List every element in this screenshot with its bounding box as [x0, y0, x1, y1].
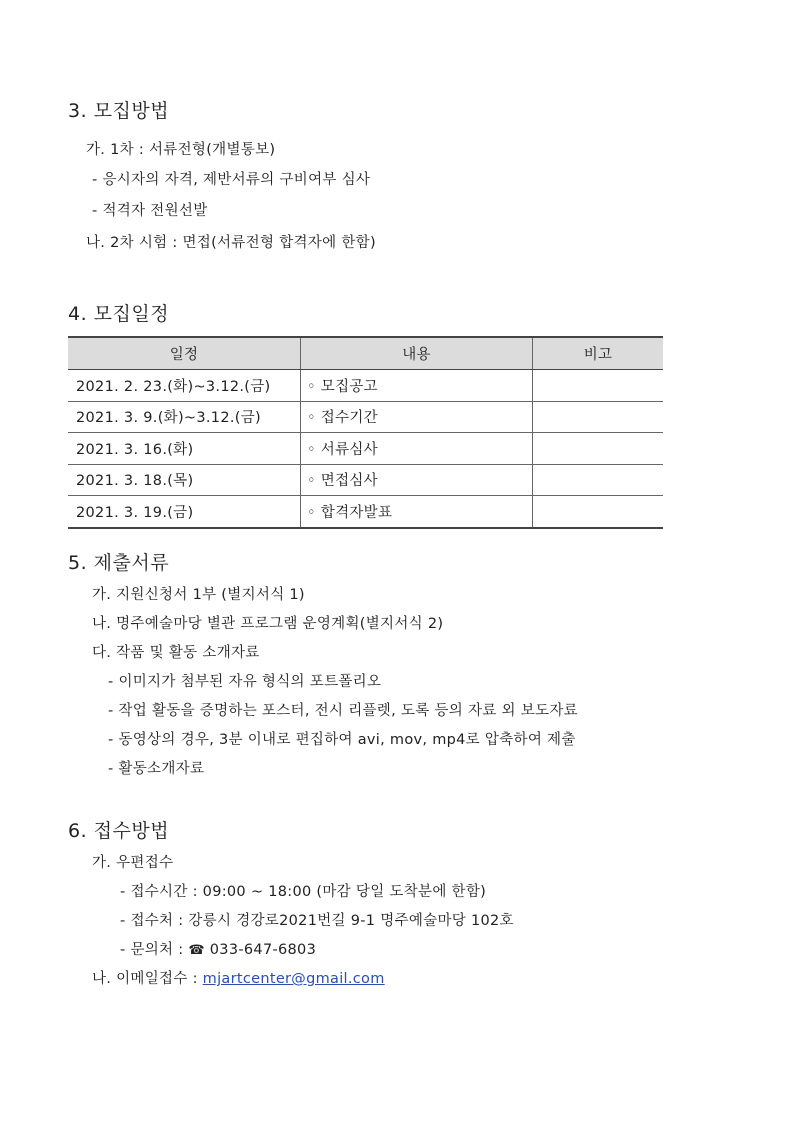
section-3-title: 3. 모집방법: [68, 100, 170, 122]
row-content: ◦ 면접심사: [301, 464, 533, 496]
row-date: 2021. 3. 9.(화)~3.12.(금): [68, 401, 301, 433]
table-header-row: [68, 337, 663, 370]
s5-line-4: - 이미지가 첨부된 자유 형식의 포트폴리오: [108, 674, 382, 690]
table-row: [68, 370, 663, 402]
row-note: [533, 464, 664, 496]
s6-line-5: [92, 967, 385, 988]
table-row: [68, 464, 663, 496]
row-content: ◦ 서류심사: [301, 433, 533, 465]
s3-line-3: - 적격자 전원선발: [92, 203, 208, 219]
s5-line-1: 가. 지원신청서 1부 (별지서식 1): [92, 587, 305, 603]
table-header-note: 비고: [533, 337, 664, 370]
s5-line-6: - 동영상의 경우, 3분 이내로 편집하여 avi, mov, mp4로 압축하여 제출: [108, 732, 576, 748]
row-date: 2021. 3. 16.(화): [68, 433, 301, 465]
s3-line-1: 가. 1차 : 서류전형(개별통보): [86, 142, 276, 158]
row-date: 2021. 3. 19.(금): [68, 496, 301, 528]
section-6-title: 6. 접수방법: [68, 820, 170, 842]
row-content: ◦ 접수기간: [301, 401, 533, 433]
row-date: 2021. 3. 18.(목): [68, 464, 301, 496]
s6-line-4: [120, 938, 316, 959]
row-date: 2021. 2. 23.(화)~3.12.(금): [68, 370, 301, 402]
section-5-title: 5. 제출서류: [68, 552, 170, 574]
row-note: [533, 370, 664, 402]
row-content: ◦ 모집공고: [301, 370, 533, 402]
row-note: [533, 433, 664, 465]
contact-phone: 033-647-6803: [204, 942, 317, 958]
section-4-title: 4. 모집일정: [68, 303, 170, 325]
contact-label: - 문의처 :: [120, 942, 189, 958]
s5-line-2: 나. 명주예술마당 별관 프로그램 운영계획(별지서식 2): [92, 616, 444, 632]
table-row: [68, 496, 663, 528]
table-row: [68, 401, 663, 433]
s3-line-4: 나. 2차 시험 : 면접(서류전형 합격자에 한함): [86, 235, 376, 251]
s6-line-1: 가. 우편접수: [92, 855, 174, 871]
s5-line-3: 다. 작품 및 활동 소개자료: [92, 645, 260, 661]
email-link[interactable]: mjartcenter@gmail.com: [202, 971, 385, 987]
phone-icon: ☎: [188, 943, 205, 958]
table-header-content: 내용: [301, 337, 533, 370]
row-note: [533, 496, 664, 528]
row-note: [533, 401, 664, 433]
s6-line-3: - 접수처 : 강릉시 경강로2021번길 9-1 명주예술마당 102호: [120, 913, 514, 929]
table-row: [68, 433, 663, 465]
s5-line-5: - 작업 활동을 증명하는 포스터, 전시 리플렛, 도록 등의 자료 외 보도자료: [108, 703, 578, 719]
row-content: ◦ 합격자발표: [301, 496, 533, 528]
s6-line-2: - 접수시간 : 09:00 ~ 18:00 (마감 당일 도착분에 한함): [120, 884, 487, 900]
schedule-table: [68, 336, 663, 529]
s3-line-2: - 응시자의 자격, 제반서류의 구비여부 심사: [92, 172, 371, 188]
email-label: 나. 이메일접수 :: [92, 971, 203, 987]
table-header-date: 일정: [68, 337, 301, 370]
s5-line-7: - 활동소개자료: [108, 761, 205, 777]
